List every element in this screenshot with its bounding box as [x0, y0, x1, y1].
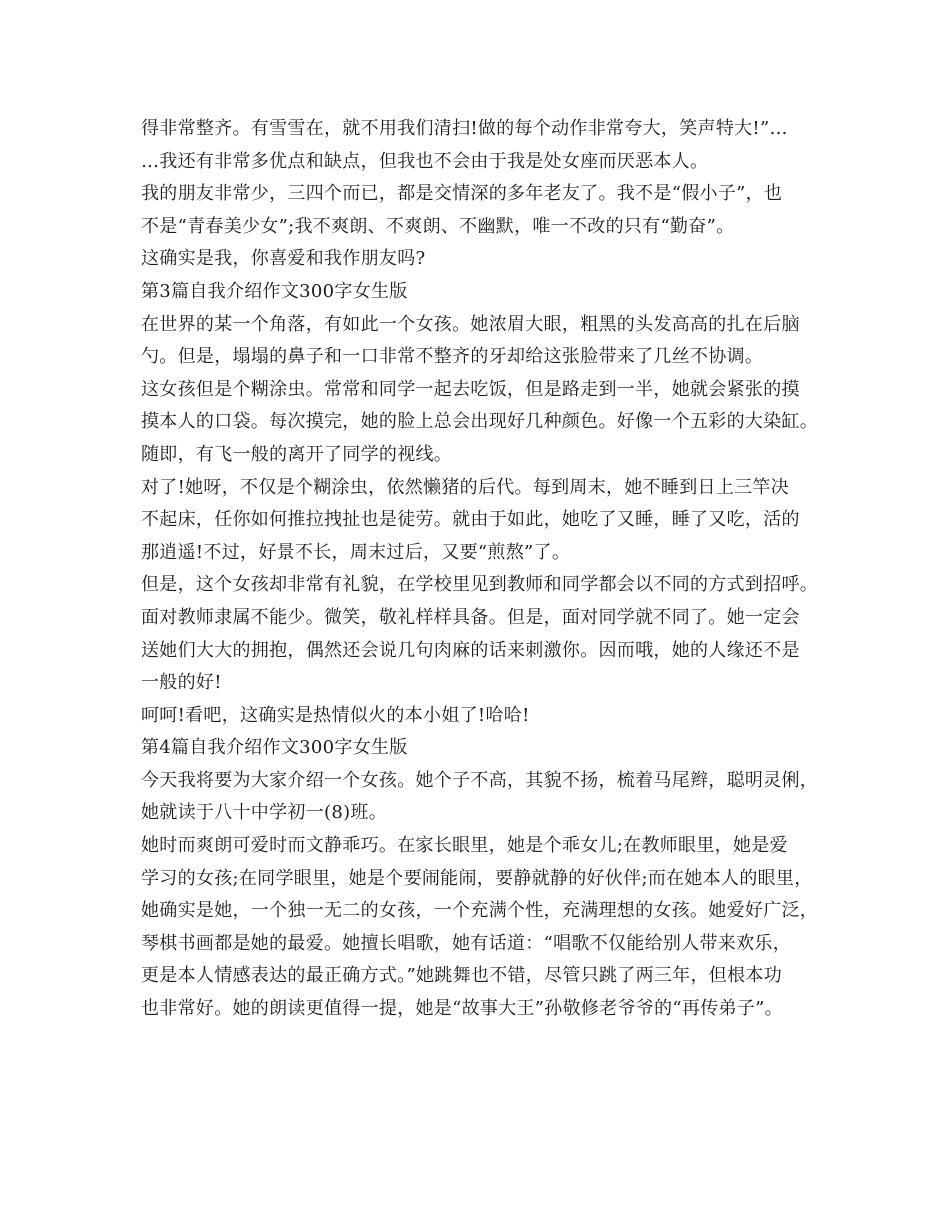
section-heading: 第4篇自我介绍作文300字女生版	[141, 737, 408, 759]
text-line: 学习的女孩;在同学眼里，她是个要闹能闹，要静就静的好伙伴;而在她本人的眼里，	[141, 867, 813, 889]
text-line: 随即，有飞一般的离开了同学的视线。	[141, 443, 453, 465]
document-body	[141, 113, 841, 1026]
text-line: 得非常整齐。有雪雪在，就不用我们清扫!做的每个动作非常夸大，笑声特大!”…	[141, 118, 788, 139]
text-line: 她就读于八十中学初一(8)班。	[141, 802, 387, 824]
text-line: 勺。但是，塌塌的鼻子和一口非常不整齐的牙却给这张脸带来了几丝不协调。	[141, 346, 764, 368]
text-line: 一般的好!	[141, 672, 222, 694]
text-line: 面对教师隶属不能少。微笑，敬礼样样具备。但是，面对同学就不同了。她一定会	[141, 606, 800, 628]
text-line: 这女孩但是个糊涂虫。常常和同学一起去吃饭，但是路走到一半，她就会紧张的摸	[141, 378, 800, 400]
text-line: 在世界的某一个角落，有如此一个女孩。她浓眉大眼，粗黑的头发高高的扎在后脑	[141, 313, 800, 335]
text-line: 不起床，任你如何推拉拽扯也是徒劳。就由于如此，她吃了又睡，睡了又吃，活的	[141, 509, 800, 531]
text-line: 这确实是我，你喜爱和我作朋友吗?	[141, 248, 426, 270]
text-line: 更是本人情感表达的最正确方式。”她跳舞也不错，尽管只跳了两三年，但根本功	[141, 965, 782, 987]
text-line: 摸本人的口袋。每次摸完，她的脸上总会出现好几种颜色。好像一个五彩的大染缸。	[141, 411, 819, 433]
section-heading: 第3篇自我介绍作文300字女生版	[141, 280, 408, 302]
text-line: 也非常好。她的朗读更值得一提，她是“故事大王”孙敬修老爷爷的“再传弟子”。	[141, 998, 783, 1020]
text-line: 呵呵!看吧，这确实是热情似火的本小姐了!哈哈!	[141, 704, 530, 726]
text-line: …我还有非常多优点和缺点，但我也不会由于我是处女座而厌恶本人。	[141, 150, 709, 172]
text-line: 不是“青春美少女”;我不爽朗、不爽朗、不幽默，唯一不改的只有“勤奋”。	[141, 215, 735, 237]
text-line: 那逍遥!不过，好景不长，周末过后，又要“煎熬”了。	[141, 541, 571, 563]
text-line: 琴棋书画都是她的最爱。她擅长唱歌，她有话道：“唱歌不仅能给别人带来欢乐，	[141, 932, 791, 954]
text-line: 她确实是她，一个独一无二的女孩，一个充满个性，充满理想的女孩。她爱好广泛，	[141, 900, 819, 922]
text-line: 对了!她呀，不仅是个糊涂虫，依然懒猪的后代。每到周末，她不睡到日上三竿决	[141, 476, 790, 498]
text-line: 今天我将要为大家介绍一个女孩。她个子不高，其貌不扬，梳着马尾辫，聪明灵俐，	[141, 769, 819, 791]
text-line: 但是，这个女孩却非常有礼貌，在学校里见到教师和同学都会以不同的方式到招呼。	[141, 574, 819, 596]
text-line: 我的朋友非常少，三四个而已，都是交情深的多年老友了。我不是“假小子”，也	[141, 183, 783, 205]
text-line: 送她们大大的拥抱，偶然还会说几句肉麻的话来刺激你。因而哦，她的人缘还不是	[141, 639, 800, 661]
text-line: 她时而爽朗可爱时而文静乖巧。在家长眼里，她是个乖女儿;在教师眼里，她是爱	[141, 835, 788, 857]
